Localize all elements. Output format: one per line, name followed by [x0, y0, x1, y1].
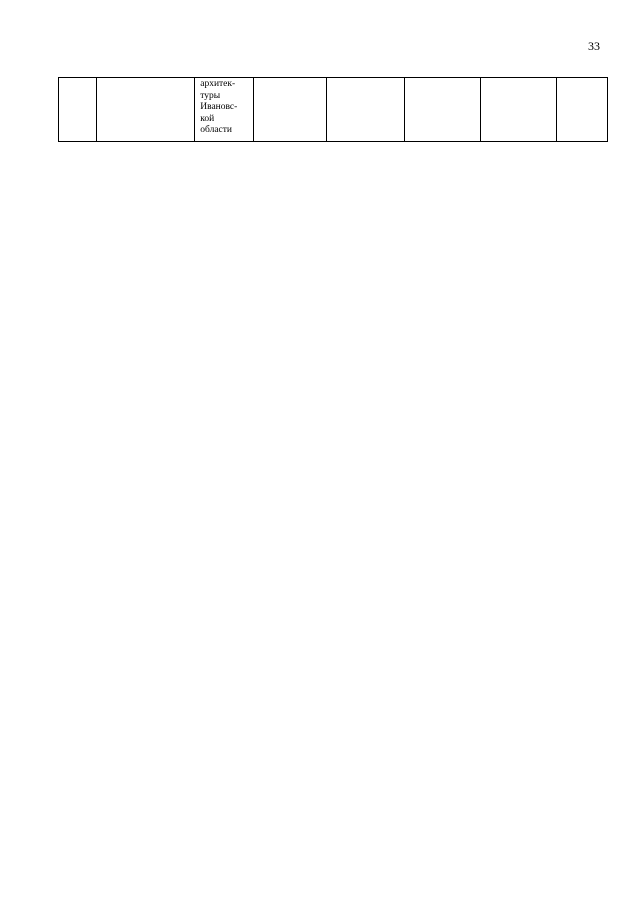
cell-v4 [480, 78, 556, 142]
cell-v3 [404, 78, 480, 142]
cell-v1 [254, 78, 327, 142]
budget-table [58, 77, 608, 142]
page-number: 33 [588, 39, 600, 53]
table-row [59, 78, 608, 142]
cell-name [97, 78, 195, 142]
cell-num [59, 78, 97, 142]
cell-dept: архитек- туры Ивановс- кой области [195, 78, 254, 142]
cell-v5 [556, 78, 607, 142]
cell-v2 [327, 78, 404, 142]
